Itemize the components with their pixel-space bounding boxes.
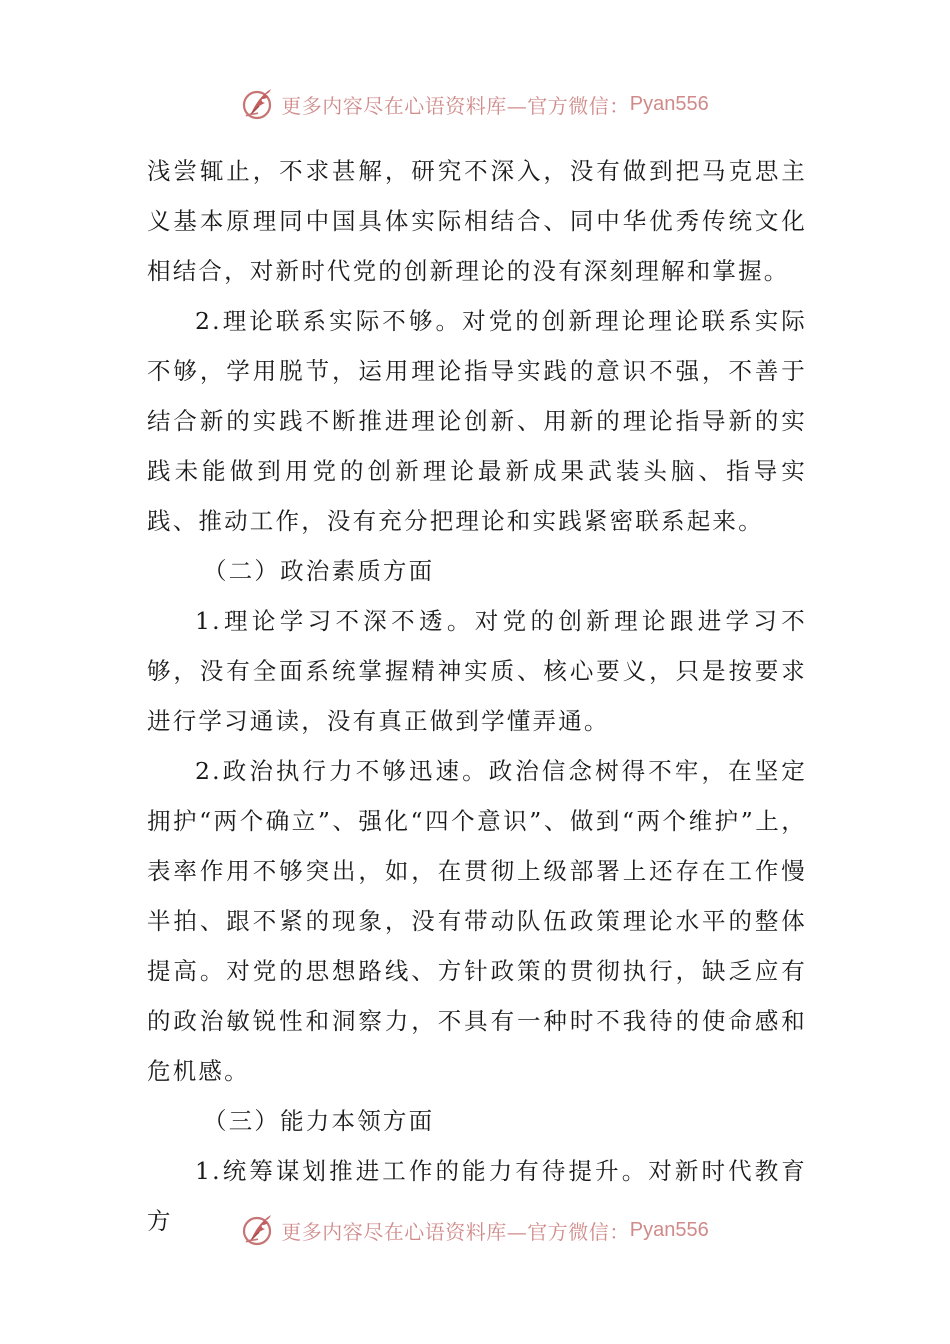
watermark-id: Pyan556 — [629, 92, 709, 115]
watermark-text: 更多内容尽在心语资料库—官方微信： — [281, 93, 630, 118]
watermark-id: Pyan556 — [629, 1218, 709, 1241]
quill-logo-icon — [241, 86, 277, 122]
watermark-footer — [0, 1212, 950, 1248]
section-heading: （三）能力本领方面 — [203, 1107, 435, 1135]
document-body — [147, 146, 807, 1246]
paragraph: 1.统筹谋划推进工作的能力有待提升。对新时代教育方 — [147, 1157, 807, 1235]
paragraph: 2.理论联系实际不够。对党的创新理论理论联系实际不够，学用脱节，运用理论指导实践的意识不强，不善于结合新的实践不断推进理论创新、用新的理论指导新的实践未能做到用党的创新理论最新成果武装头脑、指导实践、推动工作，没有充分把理论和实践紧密联系起来。 — [147, 307, 807, 535]
paragraph: 2.政治执行力不够迅速。政治信念树得不牢，在坚定拥护“两个确立”、强化“四个意识”、做到“两个维护”上，表率作用不够突出，如，在贯彻上级部署上还存在工作慢半拍、跟不紧的现象，没有带动队伍政策理论水平的整体提高。对党的思想路线、方针政策的贯彻执行，缺乏应有的政治敏锐性和洞察力，不具有一种时不我待的使命感和危机感。 — [147, 757, 807, 1085]
watermark-header — [0, 86, 950, 122]
quill-logo-icon — [241, 1212, 277, 1248]
watermark-text: 更多内容尽在心语资料库—官方微信： — [281, 1219, 630, 1244]
paragraph: 1.理论学习不深不透。对党的创新理论跟进学习不够，没有全面系统掌握精神实质、核心要义，只是按要求进行学习通读，没有真正做到学懂弄通。 — [147, 607, 807, 735]
section-heading: （二）政治素质方面 — [203, 557, 435, 585]
paragraph: 浅尝辄止，不求甚解，研究不深入，没有做到把马克思主义基本原理同中国具体实际相结合、同中华优秀传统文化相结合，对新时代党的创新理论的没有深刻理解和掌握。 — [147, 157, 807, 285]
